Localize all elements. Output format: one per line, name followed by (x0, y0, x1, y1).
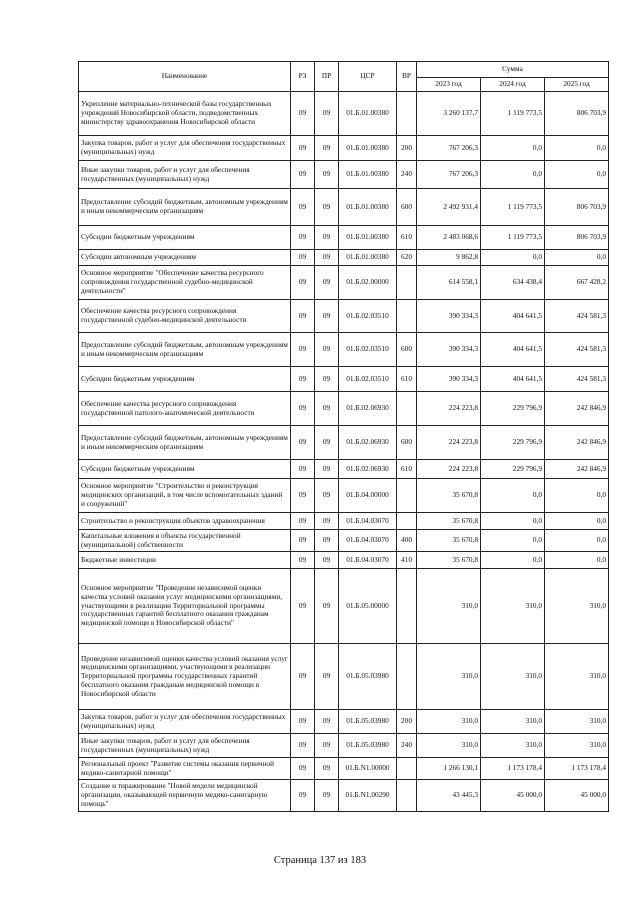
cell-vr: 200 (397, 710, 417, 734)
cell-vr: 600 (397, 189, 417, 226)
cell-pr: 09 (315, 644, 339, 710)
cell-rz: 09 (291, 367, 315, 392)
cell-csr: 01.Б.04.03070 (339, 513, 397, 530)
cell-vr (397, 569, 417, 644)
cell-v2024: 310,0 (481, 644, 545, 710)
cell-vr: 610 (397, 460, 417, 479)
cell-vr (397, 758, 417, 780)
table-row (79, 479, 609, 513)
cell-v2023: 390 334,3 (417, 300, 481, 333)
cell-v2023: 2 483 068,6 (417, 226, 481, 250)
cell-v2024: 1 173 178,4 (481, 758, 545, 780)
cell-name: Региональный проект "Развитие системы оказания первичной медико-санитарной помощи" (79, 758, 291, 780)
cell-name: Субсидии бюджетным учреждениям (79, 226, 291, 250)
table-row (79, 367, 609, 392)
cell-pr: 09 (315, 479, 339, 513)
cell-v2025: 424 581,3 (545, 333, 609, 367)
cell-vr: 240 (397, 734, 417, 758)
table-row (79, 569, 609, 644)
cell-csr: 01.Б.05.03980 (339, 710, 397, 734)
cell-rz: 09 (291, 250, 315, 266)
cell-rz: 09 (291, 460, 315, 479)
cell-vr: 610 (397, 226, 417, 250)
cell-v2025: 424 581,3 (545, 367, 609, 392)
cell-rz: 09 (291, 569, 315, 644)
cell-csr: 01.Б.01.00380 (339, 161, 397, 189)
cell-v2023: 310,0 (417, 734, 481, 758)
table-row (79, 392, 609, 426)
cell-v2025: 1 173 178,4 (545, 758, 609, 780)
cell-vr (397, 266, 417, 300)
cell-v2025: 310,0 (545, 734, 609, 758)
cell-v2023: 310,0 (417, 569, 481, 644)
cell-pr: 09 (315, 710, 339, 734)
cell-name: Основное мероприятие "Строительство и реконструкция медицинских организаций, в том числе вспомогательных зданий и сооружений" (79, 479, 291, 513)
cell-v2024: 229 796,9 (481, 426, 545, 460)
cell-pr: 09 (315, 734, 339, 758)
cell-name: Иные закупки товаров, работ и услуг для обеспечения государственных (муниципальных) нужд (79, 734, 291, 758)
cell-name: Закупка товаров, работ и услуг для обеспечения государственных (муниципальных) нужд (79, 710, 291, 734)
cell-rz: 09 (291, 780, 315, 812)
cell-v2025: 310,0 (545, 644, 609, 710)
table-row (79, 758, 609, 780)
cell-v2024: 0,0 (481, 513, 545, 530)
cell-rz: 09 (291, 479, 315, 513)
table-row (79, 426, 609, 460)
cell-vr (397, 513, 417, 530)
cell-vr: 200 (397, 136, 417, 161)
cell-csr: 01.Б.04.03070 (339, 530, 397, 552)
cell-v2025: 0,0 (545, 530, 609, 552)
cell-v2025: 310,0 (545, 569, 609, 644)
cell-pr: 09 (315, 226, 339, 250)
cell-csr: 01.Б.05.03980 (339, 734, 397, 758)
cell-v2023: 1 266 130,1 (417, 758, 481, 780)
table-row (79, 189, 609, 226)
cell-pr: 09 (315, 569, 339, 644)
cell-v2025: 45 000,0 (545, 780, 609, 812)
cell-csr: 01.Б.05.00000 (339, 569, 397, 644)
table-row (79, 460, 609, 479)
cell-pr: 09 (315, 530, 339, 552)
header-2023: 2023 год (417, 77, 481, 91)
cell-name: Обеспечение качества ресурсного сопровождения государственной судебно-медицинской деятельности (79, 300, 291, 333)
cell-pr: 09 (315, 189, 339, 226)
header-rz: РЗ (291, 62, 315, 92)
table-row (79, 734, 609, 758)
cell-v2023: 35 670,8 (417, 530, 481, 552)
table-row (79, 710, 609, 734)
cell-vr: 620 (397, 250, 417, 266)
cell-pr: 09 (315, 300, 339, 333)
cell-rz: 09 (291, 758, 315, 780)
cell-v2025: 806 703,9 (545, 189, 609, 226)
cell-v2024: 310,0 (481, 734, 545, 758)
cell-rz: 09 (291, 92, 315, 136)
cell-rz: 09 (291, 300, 315, 333)
cell-vr: 400 (397, 530, 417, 552)
table-row (79, 226, 609, 250)
cell-pr: 09 (315, 250, 339, 266)
cell-v2023: 767 206,3 (417, 161, 481, 189)
cell-csr: 01.Б.01.00380 (339, 250, 397, 266)
cell-v2025: 0,0 (545, 161, 609, 189)
cell-pr: 09 (315, 513, 339, 530)
cell-name: Субсидии бюджетным учреждениям (79, 460, 291, 479)
cell-v2024: 404 641,5 (481, 367, 545, 392)
cell-v2025: 806 703,9 (545, 92, 609, 136)
cell-v2023: 224 223,8 (417, 426, 481, 460)
cell-v2024: 1 119 773,5 (481, 226, 545, 250)
cell-csr: 01.Б.02.06930 (339, 392, 397, 426)
cell-name: Проведение независимой оценки качества условий оказания услуг медицинскими организациями, участвующими в реализации Территориальной программы государственных гарантий бесплатного оказания гражданам медицинской помощи в Новосибирской области (79, 644, 291, 710)
table-body (79, 92, 609, 812)
table-row (79, 92, 609, 136)
cell-v2025: 806 703,9 (545, 226, 609, 250)
cell-name: Предоставление субсидий бюджетным, автономным учреждениям и иным некоммерческим организациям (79, 333, 291, 367)
cell-v2025: 0,0 (545, 136, 609, 161)
cell-name: Субсидии автономным учреждениям (79, 250, 291, 266)
cell-v2025: 310,0 (545, 710, 609, 734)
cell-pr: 09 (315, 333, 339, 367)
cell-rz: 09 (291, 513, 315, 530)
header-csr: ЦСР (339, 62, 397, 92)
cell-v2024: 1 119 773,5 (481, 189, 545, 226)
cell-v2023: 390 334,3 (417, 367, 481, 392)
cell-name: Строительство и реконструкция объектов здравоохранения (79, 513, 291, 530)
cell-pr: 09 (315, 426, 339, 460)
cell-v2024: 0,0 (481, 136, 545, 161)
cell-v2023: 224 223,8 (417, 460, 481, 479)
cell-v2025: 0,0 (545, 513, 609, 530)
cell-rz: 09 (291, 426, 315, 460)
cell-v2024: 0,0 (481, 250, 545, 266)
cell-name: Основное мероприятие "Обеспечение качества ресурсного сопровождения государственной судебно-медицинской деятельности" (79, 266, 291, 300)
header-vr: ВР (397, 62, 417, 92)
header-name: Наименование (79, 62, 291, 92)
cell-v2024: 0,0 (481, 552, 545, 569)
cell-v2023: 35 670,8 (417, 513, 481, 530)
table-row (79, 552, 609, 569)
cell-v2024: 310,0 (481, 569, 545, 644)
cell-v2025: 667 428,2 (545, 266, 609, 300)
cell-vr (397, 644, 417, 710)
cell-csr: 01.Б.01.00380 (339, 189, 397, 226)
cell-vr (397, 300, 417, 333)
cell-name: Предоставление субсидий бюджетным, автономным учреждениям и иным некоммерческим организациям (79, 189, 291, 226)
cell-v2025: 0,0 (545, 479, 609, 513)
cell-v2024: 0,0 (481, 479, 545, 513)
table-row (79, 644, 609, 710)
cell-v2023: 767 206,3 (417, 136, 481, 161)
cell-name: Капитальные вложения в объекты государственной (муниципальной) собственности (79, 530, 291, 552)
cell-pr: 09 (315, 136, 339, 161)
cell-csr: 01.Б.02.03510 (339, 300, 397, 333)
cell-rz: 09 (291, 266, 315, 300)
cell-name: Обеспечение качества ресурсного сопровождения государственной патолого-анатомической деятельности (79, 392, 291, 426)
table-row (79, 530, 609, 552)
cell-v2023: 3 260 137,7 (417, 92, 481, 136)
cell-v2023: 614 558,1 (417, 266, 481, 300)
cell-vr: 610 (397, 367, 417, 392)
cell-csr: 01.Б.01.00380 (339, 136, 397, 161)
cell-pr: 09 (315, 92, 339, 136)
header-2024: 2024 год (481, 77, 545, 91)
cell-v2025: 242 846,9 (545, 426, 609, 460)
cell-csr: 01.Б.05.03980 (339, 644, 397, 710)
cell-name: Основное мероприятие "Проведение независимой оценки качества условий оказания услуг медицинскими организациями, участвующими в реализации Территориальной программы государственных гарантий бесплатного оказания гражданам медицинской помощи в Новосибирской области" (79, 569, 291, 644)
cell-v2023: 43 445,3 (417, 780, 481, 812)
cell-csr: 01.Б.N1.00290 (339, 780, 397, 812)
cell-vr: 600 (397, 333, 417, 367)
cell-pr: 09 (315, 460, 339, 479)
cell-vr (397, 92, 417, 136)
cell-name: Закупка товаров, работ и услуг для обеспечения государственных (муниципальных) нужд (79, 136, 291, 161)
cell-v2024: 404 641,5 (481, 333, 545, 367)
cell-csr: 01.Б.01.00380 (339, 226, 397, 250)
cell-pr: 09 (315, 780, 339, 812)
cell-rz: 09 (291, 552, 315, 569)
cell-rz: 09 (291, 734, 315, 758)
cell-v2023: 35 670,8 (417, 552, 481, 569)
cell-pr: 09 (315, 367, 339, 392)
cell-name: Укрепление материально-технической базы государственных учреждений Новосибирской области, подведомственных министерству здравоохранения Новосибирской области (79, 92, 291, 136)
budget-table (78, 61, 609, 812)
cell-rz: 09 (291, 392, 315, 426)
cell-rz: 09 (291, 710, 315, 734)
cell-v2024: 1 119 773,5 (481, 92, 545, 136)
cell-v2025: 242 846,9 (545, 392, 609, 426)
cell-pr: 09 (315, 552, 339, 569)
cell-csr: 01.Б.N1.00000 (339, 758, 397, 780)
table-row (79, 780, 609, 812)
cell-v2023: 2 492 931,4 (417, 189, 481, 226)
table-row (79, 250, 609, 266)
cell-rz: 09 (291, 161, 315, 189)
cell-v2024: 634 438,4 (481, 266, 545, 300)
cell-name: Субсидии бюджетным учреждениям (79, 367, 291, 392)
cell-csr: 01.Б.02.06930 (339, 460, 397, 479)
header-pr: ПР (315, 62, 339, 92)
cell-v2024: 229 796,9 (481, 460, 545, 479)
cell-v2024: 45 000,0 (481, 780, 545, 812)
table-row (79, 266, 609, 300)
cell-csr: 01.Б.04.00000 (339, 479, 397, 513)
cell-rz: 09 (291, 530, 315, 552)
cell-v2024: 0,0 (481, 530, 545, 552)
cell-name: Предоставление субсидий бюджетным, автономным учреждениям и иным некоммерческим организациям (79, 426, 291, 460)
cell-csr: 01.Б.04.03070 (339, 552, 397, 569)
cell-v2024: 404 641,5 (481, 300, 545, 333)
cell-v2025: 242 846,9 (545, 460, 609, 479)
cell-vr (397, 392, 417, 426)
cell-v2024: 310,0 (481, 710, 545, 734)
cell-v2025: 0,0 (545, 250, 609, 266)
cell-vr: 600 (397, 426, 417, 460)
cell-rz: 09 (291, 644, 315, 710)
table-row (79, 333, 609, 367)
cell-rz: 09 (291, 226, 315, 250)
cell-v2023: 35 670,8 (417, 479, 481, 513)
cell-csr: 01.Б.02.06930 (339, 426, 397, 460)
page-footer: Страница 137 из 183 (273, 855, 367, 866)
header-2025: 2025 год (545, 77, 609, 91)
cell-v2025: 424 581,3 (545, 300, 609, 333)
cell-v2023: 310,0 (417, 644, 481, 710)
cell-name: Создание и тиражирование "Новой модели медицинской организации, оказывающей первичную медико-санитарную помощь" (79, 780, 291, 812)
cell-rz: 09 (291, 333, 315, 367)
cell-name: Бюджетные инвестиции (79, 552, 291, 569)
table-row (79, 136, 609, 161)
cell-rz: 09 (291, 136, 315, 161)
cell-vr: 410 (397, 552, 417, 569)
cell-v2025: 0,0 (545, 552, 609, 569)
cell-vr (397, 479, 417, 513)
table-row (79, 513, 609, 530)
cell-csr: 01.Б.02.03510 (339, 367, 397, 392)
cell-csr: 01.Б.02.00000 (339, 266, 397, 300)
cell-pr: 09 (315, 161, 339, 189)
cell-pr: 09 (315, 758, 339, 780)
cell-v2023: 9 862,8 (417, 250, 481, 266)
cell-vr (397, 780, 417, 812)
header-sum: Сумма (417, 62, 609, 78)
cell-pr: 09 (315, 266, 339, 300)
table-row (79, 300, 609, 333)
cell-v2023: 310,0 (417, 710, 481, 734)
cell-v2024: 229 796,9 (481, 392, 545, 426)
cell-csr: 01.Б.02.03510 (339, 333, 397, 367)
cell-v2024: 0,0 (481, 161, 545, 189)
table-row (79, 161, 609, 189)
cell-name: Иные закупки товаров, работ и услуг для обеспечения государственных (муниципальных) нужд (79, 161, 291, 189)
cell-csr: 01.Б.01.00380 (339, 92, 397, 136)
cell-vr: 240 (397, 161, 417, 189)
cell-rz: 09 (291, 189, 315, 226)
cell-pr: 09 (315, 392, 339, 426)
cell-v2023: 224 223,8 (417, 392, 481, 426)
cell-v2023: 390 334,3 (417, 333, 481, 367)
